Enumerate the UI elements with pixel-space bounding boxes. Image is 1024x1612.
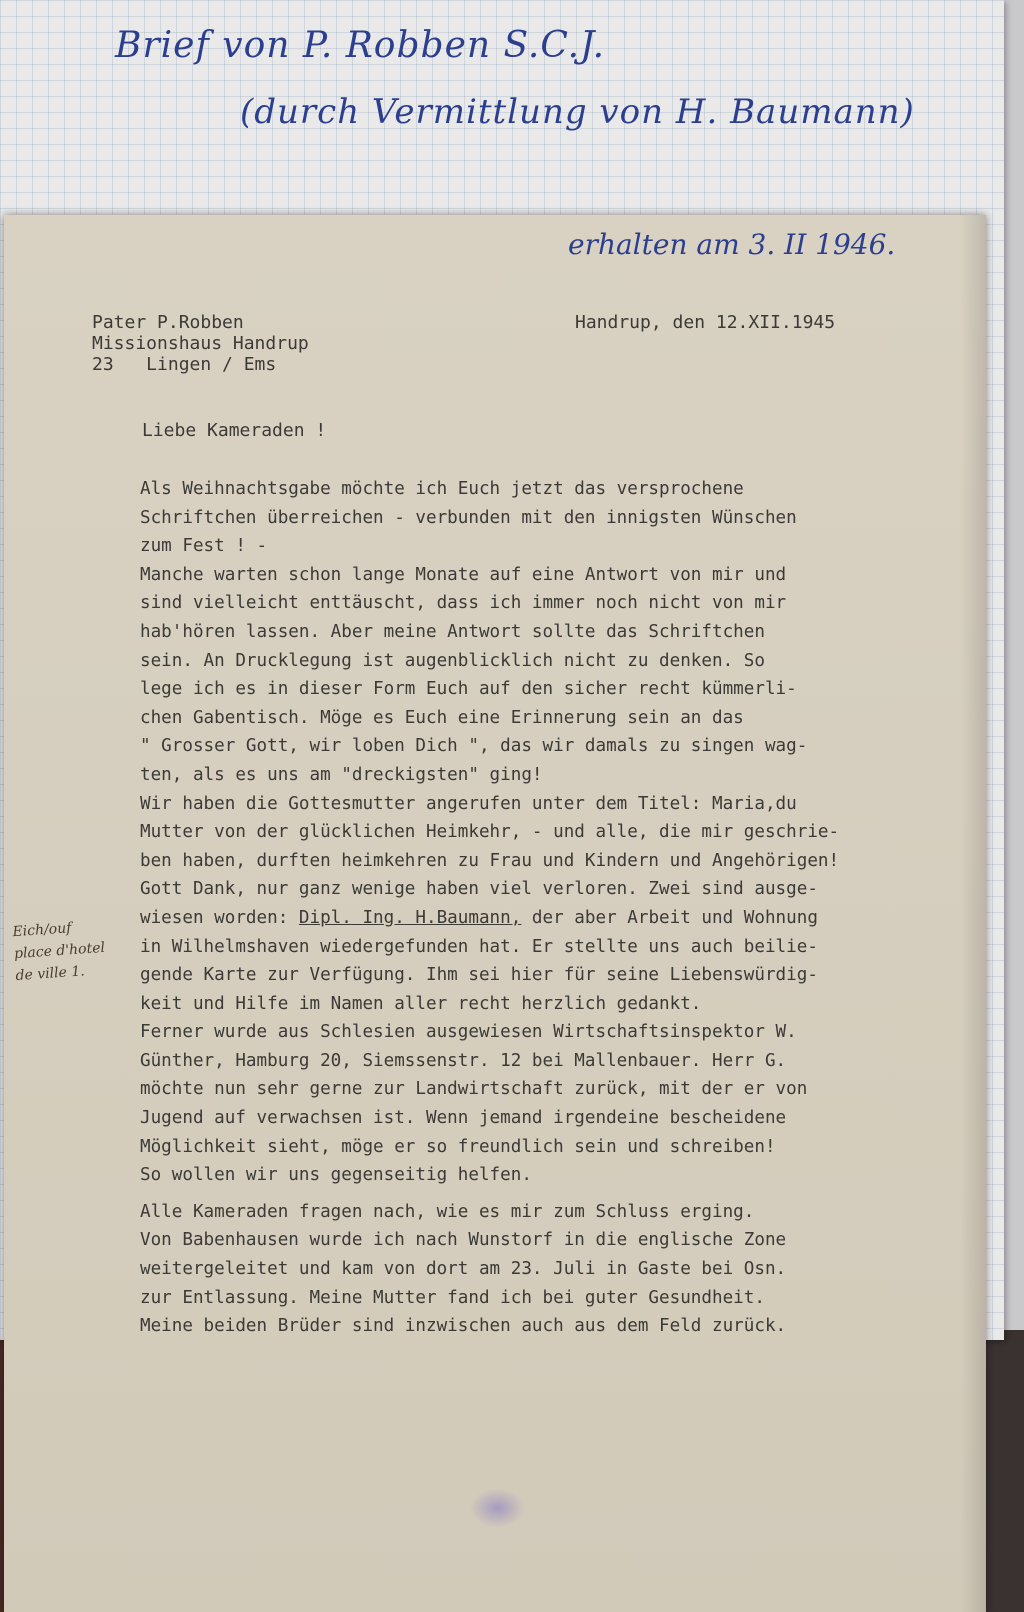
received-note: erhalten am 3. II 1946. [568, 228, 896, 261]
body-line: weitergeleitet und kam von dort am 23. Juli in Gaste bei Osn. [140, 1259, 787, 1280]
body-line-start: wiesen worden: [140, 907, 299, 928]
body-line: Schriftchen überreichen - verbunden mit den innigsten Wünschen [140, 507, 797, 528]
body-line: Gott Dank, nur ganz wenige haben viel verloren. Zwei sind ausge- [140, 879, 818, 900]
sender-city: 23 Lingen / Ems [92, 354, 277, 375]
ink-stamp-mark [470, 1488, 525, 1528]
margin-note-line: place d'hotel [13, 939, 106, 963]
letter-date: Handrup, den 12.XII.1945 [575, 312, 836, 333]
letter-greeting: Liebe Kameraden ! [142, 420, 327, 441]
margin-handnote [12, 915, 107, 987]
body-line: zur Entlassung. Meine Mutter fand ich bei guter Gesundheit. [140, 1287, 765, 1308]
body-line: Als Weihnachtsgabe möchte ich Euch jetzt das versprochene [140, 479, 744, 499]
body-line: keit und Hilfe im Namen aller recht herzlich gedankt. [140, 993, 702, 1014]
body-line: Manche warten schon lange Monate auf eine Antwort von mir und [140, 564, 787, 585]
letter-body [140, 475, 839, 1341]
body-line: Alle Kameraden fragen nach, wie es mir zum Schluss erging. [140, 1201, 755, 1222]
body-line-with-name [140, 904, 839, 933]
body-line: ben haben, durften heimkehren zu Frau und Kindern und Angehörigen! [140, 850, 840, 871]
body-line: Mutter von der glücklichen Heimkehr, - und alle, die mir geschrie- [140, 822, 840, 843]
sender-address [92, 312, 309, 375]
margin-note-line: de ville 1. [15, 963, 86, 985]
body-line: zum Fest ! - [140, 536, 268, 557]
paragraph-gap [140, 1190, 839, 1198]
body-line: Von Babenhausen wurde ich nach Wunstorf in die englische Zone [140, 1230, 787, 1251]
body-line: lege ich es in dieser Form Euch auf den sicher recht kümmerli- [140, 679, 797, 700]
body-line: Möglichkeit sieht, möge er so freundlich sein und schreiben! [140, 1136, 776, 1157]
body-line: So wollen wir uns gegenseitig helfen. [140, 1165, 532, 1186]
sender-name: Pater P.Robben [92, 312, 244, 333]
body-line: sind vielleicht enttäuscht, dass ich immer noch nicht von mir [140, 593, 787, 614]
underlined-name: Dipl. Ing. H.Baumann, [298, 907, 522, 928]
body-line: Ferner wurde aus Schlesien ausgewiesen Wirtschaftsinspektor W. [140, 1022, 797, 1043]
body-line: Wir haben die Gottesmutter angerufen unter dem Titel: Maria,du [140, 793, 797, 814]
margin-note-line: Eich/ouf [12, 920, 72, 941]
sender-institution: Missionshaus Handrup [92, 333, 309, 354]
body-line: chen Gabentisch. Möge es Euch eine Erinnerung sein an das [140, 707, 744, 728]
body-line: in Wilhelmshaven wiedergefunden hat. Er stellte uns auch beilie- [140, 936, 818, 957]
body-line: Jugend auf verwachsen ist. Wenn jemand irgendeine bescheidene [140, 1108, 787, 1129]
body-line: sein. An Drucklegung ist augenblicklich nicht zu denken. So [140, 650, 765, 671]
handwritten-subtitle: (durch Vermittlung von H. Baumann) [240, 92, 915, 132]
body-line: Meine beiden Brüder sind inzwischen auch aus dem Feld zurück. [140, 1316, 787, 1337]
body-line: Günther, Hamburg 20, Siemssenstr. 12 bei Mallenbauer. Herr G. [140, 1050, 787, 1071]
body-line: " Grosser Gott, wir loben Dich ", das wir damals zu singen wag- [140, 736, 808, 757]
handwritten-title: Brief von P. Robben S.C.J. [115, 25, 606, 66]
body-line: ten, als es uns am "dreckigsten" ging! [140, 764, 543, 785]
body-line-end: der aber Arbeit und Wohnung [521, 907, 818, 928]
body-line: hab'hören lassen. Aber meine Antwort sollte das Schriftchen [140, 621, 765, 642]
body-line: gende Karte zur Verfügung. Ihm sei hier für seine Liebenswürdig- [140, 965, 818, 986]
body-line: möchte nun sehr gerne zur Landwirtschaft zurück, mit der er von [140, 1079, 808, 1100]
letter-shadow [960, 215, 986, 1612]
